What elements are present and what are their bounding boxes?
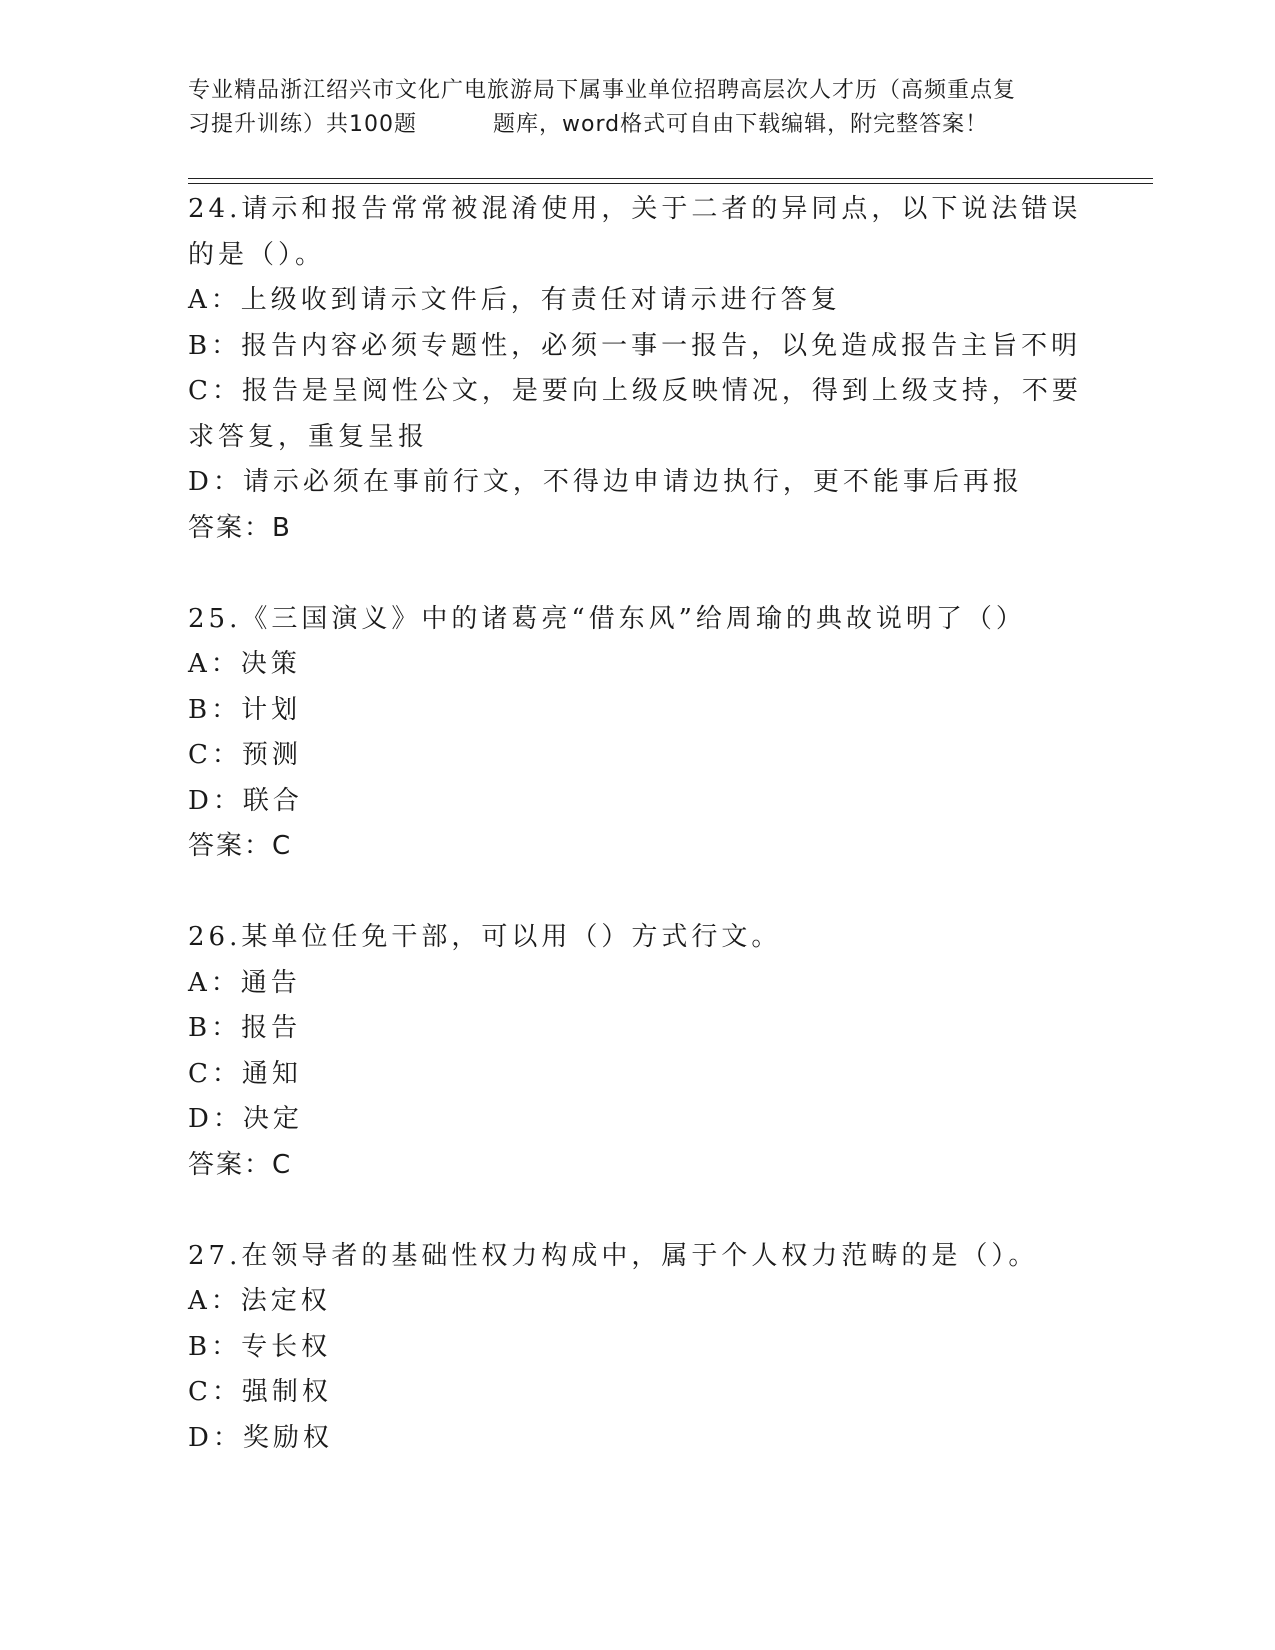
option-d: D：奖励权 bbox=[188, 1422, 333, 1453]
header-title-line2 bbox=[188, 108, 1088, 142]
option-a: A：决策 bbox=[188, 649, 301, 679]
question-list bbox=[188, 187, 1088, 1461]
option-a: A：法定权 bbox=[188, 1286, 331, 1316]
option-c: C：通知 bbox=[188, 1058, 302, 1089]
header-title-line1: 专业精品浙江绍兴市文化广电旅游局下属事业单位招聘高层次人才历（高频重点复 bbox=[188, 78, 1017, 103]
option-c: C：强制权 bbox=[188, 1377, 332, 1407]
option-d: D：联合 bbox=[188, 785, 303, 816]
question-24 bbox=[188, 187, 1088, 551]
answer-label: 答案：C bbox=[188, 1149, 293, 1180]
question-stem: 27.在领导者的基础性权力构成中，属于个人权力范畴的是（）。 bbox=[188, 1240, 1039, 1271]
header-divider-bottom bbox=[188, 183, 1153, 184]
header-divider-top bbox=[188, 178, 1153, 179]
question-25 bbox=[188, 597, 1088, 870]
question-27 bbox=[188, 1234, 1088, 1462]
header-title-line2-left: 习提升训练）共100题 bbox=[188, 112, 417, 137]
option-b: B：计划 bbox=[188, 694, 302, 725]
question-stem: 24.请示和报告常常被混淆使用，关于二者的异同点，以下说法错误的是（）。 bbox=[188, 194, 1082, 270]
option-b: B：报告 bbox=[188, 1013, 302, 1043]
option-b: B：专长权 bbox=[188, 1331, 332, 1362]
option-d: D：请示必须在事前行文，不得边申请边执行，更不能事后再报 bbox=[188, 467, 1023, 497]
option-a: A：上级收到请示文件后，有责任对请示进行答复 bbox=[188, 285, 841, 315]
answer-label: 答案：C bbox=[188, 831, 293, 861]
option-c: C：报告是呈阅性公文，是要向上级反映情况，得到上级支持，不要求答复，重复呈报 bbox=[188, 376, 1082, 452]
option-c: C：预测 bbox=[188, 740, 302, 770]
document-header bbox=[188, 74, 1088, 142]
option-a: A：通告 bbox=[188, 967, 301, 998]
question-26 bbox=[188, 915, 1088, 1188]
option-b: B：报告内容必须专题性，必须一事一报告，以免造成报告主旨不明 bbox=[188, 330, 1082, 361]
question-stem: 25.《三国演义》中的诸葛亮“借东风”给周瑜的典故说明了（） bbox=[188, 603, 1026, 634]
question-stem: 26.某单位任免干部，可以用（）方式行文。 bbox=[188, 922, 782, 952]
option-d: D：决定 bbox=[188, 1104, 303, 1134]
header-title-line2-right: 题库，word格式可自由下载编辑，附完整答案！ bbox=[493, 112, 989, 137]
answer-label: 答案：B bbox=[188, 512, 292, 543]
